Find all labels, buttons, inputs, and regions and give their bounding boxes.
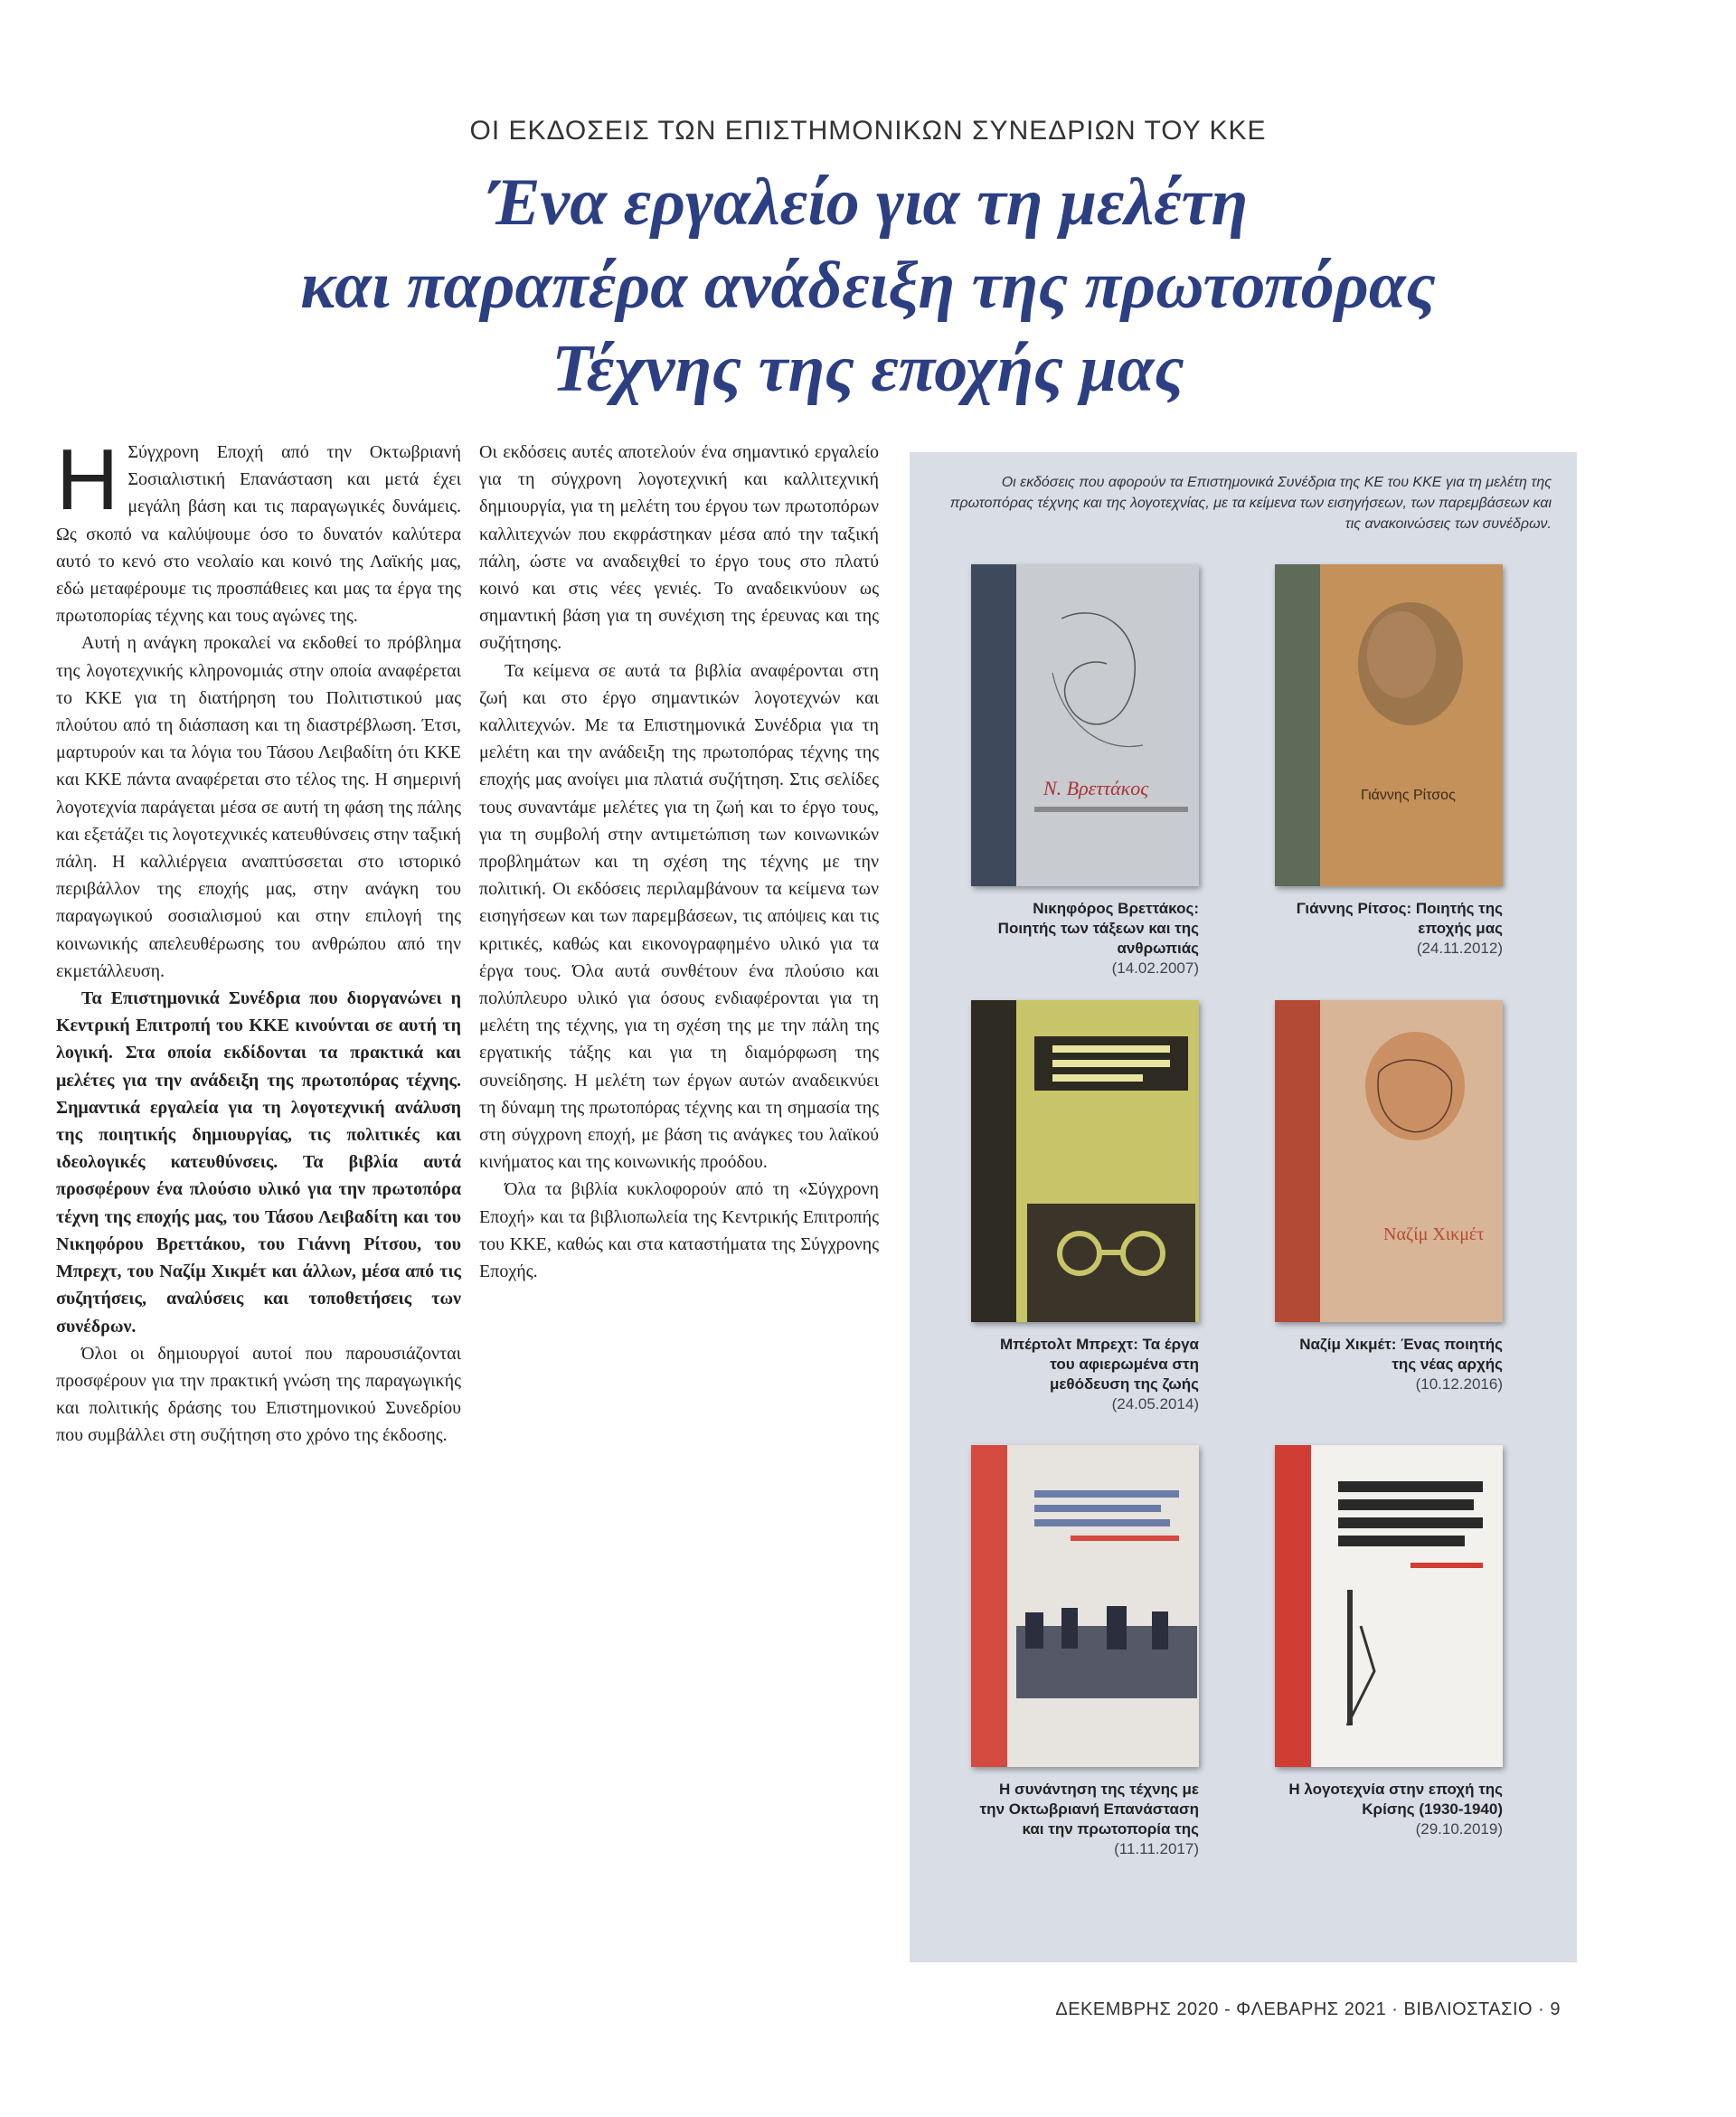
book-caption [1275,899,1503,959]
paragraph: Οι εκδόσεις αυτές αποτελούν ένα σημαντικό εργαλείο για τη σύγχρονη λογοτεχνική και καλλιτεχνική δημιουργία, για τη μελέτη του έργου των πρωτοπόρων καλλιτεχνών που εκφράστηκαν μέσα από την ταξική πάλη, ώστε να αναδειχθεί το έργο τους στο πλατύ κοινό και στις νέες γενιές. Το αναδεικνύουν ως σημαντική βάση για τη συνέχιση της έρευνας και της συζήτησης. [479,442,879,654]
book-caption [971,1780,1199,1859]
book-title: Ναζίμ Χικμέτ: Ένας ποιητής της νέας αρχής [1299,1336,1503,1373]
book-title: Μπέρτολτ Μπρεχτ: Τα έργα του αφιερωμένα στη μεθόδευση της ζωής [999,1336,1199,1393]
book-caption [1275,1335,1503,1394]
book-cover[interactable] [971,564,1199,886]
sidebar-intro: Οι εκδόσεις που αφορούν τα Επιστημονικά Συνέδρια της ΚΕ του ΚΚΕ για τη μελέτη της πρωτοπόρας τέχνης και της λογοτεχνίας, με τα κείμενα των εισηγήσεων, των παρεμβάσεων και τις ανακοινώσεις των συνέδρων. [949,475,1552,532]
paragraph: Τα κείμενα σε αυτά τα βιβλία αναφέρονται στη ζωή και στο έργο σημαντικών λογοτεχνών και καλλιτεχνών. Με τα Επιστημονικά Συνέδρια για τη μελέτη και την ανάδειξη της πρωτοπόρας τέχνης της εποχής μας ανοίγει μια πλατιά συζήτηση. Στις σελίδες τους συναντάμε μελέτες για τη ζωή και το έργο τους, για τη συμβολή στην αντιμετώπιση των κοινωνικών προβλημάτων και τη σχέση της τέχνης με την πολιτική. Οι εκδόσεις περιλαμβάνουν τα κείμενα των εισηγήσεων και των παρεμβάσεων, τις απόψεις και τις κριτικές, καθώς και εικονογραφημένο υλικό για τα έργα τους. Όλα αυτά συνθέτουν ένα πλούσιο και πολύπλευρο υλικό για όσους ενδιαφέρονται για τη μελέτη της τέχνης, για τη σχέση της με την πάλη της εργατικής τάξης και για τη διαμόρφωση της συνείδησης. Η μελέτη των έργων αυτών αναδεικνύει τη δύναμη της πρωτοπόρας τέχνης και τη σημασία της στη σύγχρονη εποχή, με βάση τις ανάγκες του λαϊκού κινήματος και της κοινωνικής προόδου. [479,660,879,1173]
book-cover[interactable] [1275,564,1503,886]
article-column-1 [56,431,461,1450]
paragraph: Όλοι οι δημιουργοί αυτοί που παρουσιάζονται προσφέρουν για την πρακτική γνώση της παραγωγικής και πολιτικής δράσης του Επιστημονικού Συνεδρίου που συμβάλλει στη συζήτηση στο χρόνο της έκδοσης. [56,1343,461,1446]
book-date: (10.12.2016) [1415,1375,1503,1393]
article-column-2 [479,439,879,1285]
book-date: (29.10.2019) [1415,1820,1503,1838]
cover-portrait-sketch-icon [971,564,1199,886]
book-title: Η λογοτεχνία στην εποχή της Κρίσης (1930-1940) [1288,1781,1503,1818]
book-caption [1275,1780,1503,1839]
book-card[interactable] [971,1000,1199,1414]
title-line-3: Τέχνης της εποχής μας [552,332,1184,406]
svg-text:Ν. Βρεττάκος: Ν. Βρεττάκος [1043,777,1149,799]
book-cover[interactable] [971,1445,1199,1767]
book-title: Γιάννης Ρίτσος: Ποιητής της εποχής μας [1296,900,1503,937]
book-title: Η συνάντηση της τέχνης με την Οκτωβριανή Επανάσταση και την πρωτοπορία της [979,1781,1199,1838]
book-cover[interactable] [971,1000,1199,1322]
book-title: Νικηφόρος Βρεττάκος: Ποιητής των τάξεων και της ανθρωπιάς [997,900,1199,957]
books-sidebar [910,452,1577,1962]
paragraph: Αυτή η ανάγκη προκαλεί να εκδοθεί το πρόβλημα της λογοτεχνικής κληρονομιάς στην οποία αναφέρεται το ΚΚΕ για τη διατήρηση του Πολιτιστικού μας πλούτου από τη διάσπαση και τη διαστρέβλωση. Έτσι, μαρτυρούν και τα λόγια του Τάσου Λειβαδίτη ότι ΚΚΕ και ΚΚΕ πάντα αναφέρεται στο τέλος της. Η σημερινή λογοτεχνία παράγεται μέσα σε αυτή τη φάση της πάλης και εξετάζει τις λογοτεχνικές κατευθύνσεις στην ταξική πάλη. Η καλλιέργεια αναπτύσσεται στο ιστορικό περιβάλλον της εποχής μας, στην ανάγκη του παραγωγικού σοσιαλισμού και στην επιλογή της κοινωνικής απελευθέρωσης του ανθρώπου από την εκμετάλλευση. [56,633,461,981]
drop-cap: Η [56,431,119,528]
book-caption [971,1335,1199,1414]
paragraph [56,431,461,629]
cover-typographic-icon [1275,1445,1503,1767]
book-date: (24.05.2014) [1111,1395,1199,1413]
svg-text:Ναζίμ Χικμέτ: Ναζίμ Χικμέτ [1383,1224,1485,1244]
paragraph-bold: Τα Επιστημονικά Συνέδρια που διοργανώνει η Κεντρική Επιτροπή του ΚΚΕ κινούνται σε αυτή τη λογική. Στα οποία εκδίδονται τα πρακτικά και μελέτες για την ανάδειξη της πρωτοπόρας τέχνης. Σημαντικά εργαλεία για τη λογοτεχνική ανάλυση της ποιητικής δημιουργίας, τις πολιτικές και ιδεολογικές κατευθύνσεις. Τα βιβλία αυτά προσφέρουν ένα πλούσιο υλικό για την πρωτοπόρα τέχνη της εποχής μας, του Τάσου Λειβαδίτη και του Νικηφόρου Βρεττάκου, του Γιάννη Ρίτσου, του Μπρεχτ, του Ναζίμ Χικμέτ και άλλων, μέσα από τις συζητήσεις, αναλύσεις και τοποθετήσεις των συνέδρων. [56,988,461,1337]
book-date: (11.11.2017) [1114,1840,1199,1857]
book-card[interactable] [971,1445,1199,1859]
title-line-2: και παραπέρα ανάδειξη της πρωτοπόρας [300,249,1436,323]
book-caption [971,899,1199,978]
page-footer: ΔΕΚΕΜΒΡΗΣ 2020 - ΦΛΕΒΑΡΗΣ 2021 · ΒΙΒΛΙΟΣΤΑΣΙΟ · 9 [1055,1999,1561,2019]
book-date: (24.11.2012) [1416,940,1503,957]
paragraph-text: Σύγχρονη Εποχή από την Οκτωβριανή Σοσιαλιστική Επανάσταση και μετά έχει μεγάλη βάση και τις παραγωγικές δυνάμεις. Ως σκοπό να καλύψουμε όσο το δυνατόν καλύτερα αυτό το κενό στο νεολαίο και κοινό της Λαϊκής μας, εδώ μεταφέρουμε τις προσπάθειες και μας τα έργα της πρωτοπορίας τέχνης και τους αγώνες της. [56,442,461,627]
book-card[interactable] [1275,564,1503,959]
kicker-heading: ΟΙ ΕΚΔΟΣΕΙΣ ΤΩΝ ΕΠΙΣΤΗΜΟΝΙΚΩΝ ΣΥΝΕΔΡΙΩΝ ΤΟΥ ΚΚΕ [469,116,1267,146]
svg-text:Γιάννης Ρίτσος: Γιάννης Ρίτσος [1361,788,1456,803]
title-line-1: Ένα εργαλείο για τη μελέτη [487,165,1249,240]
book-card[interactable] [1275,1445,1503,1839]
book-card[interactable] [971,564,1199,978]
cover-bust-icon [1275,564,1503,886]
cover-brecht-portrait-icon [971,1000,1199,1322]
cover-crowd-icon [971,1445,1199,1767]
book-date: (14.02.2007) [1111,959,1199,977]
paragraph: Όλα τα βιβλία κυκλοφορούν από τη «Σύγχρονη Εποχή» και τα βιβλιοπωλεία της Κεντρικής Επιτροπής του ΚΚΕ, καθώς και στα καταστήματα της Σύγχρονης Εποχής. [479,1179,879,1282]
book-card[interactable] [1275,1000,1503,1394]
book-cover[interactable] [1275,1000,1503,1322]
book-cover[interactable] [1275,1445,1503,1767]
article-title [0,161,1736,411]
cover-hikmet-sketch-icon [1275,1000,1503,1322]
